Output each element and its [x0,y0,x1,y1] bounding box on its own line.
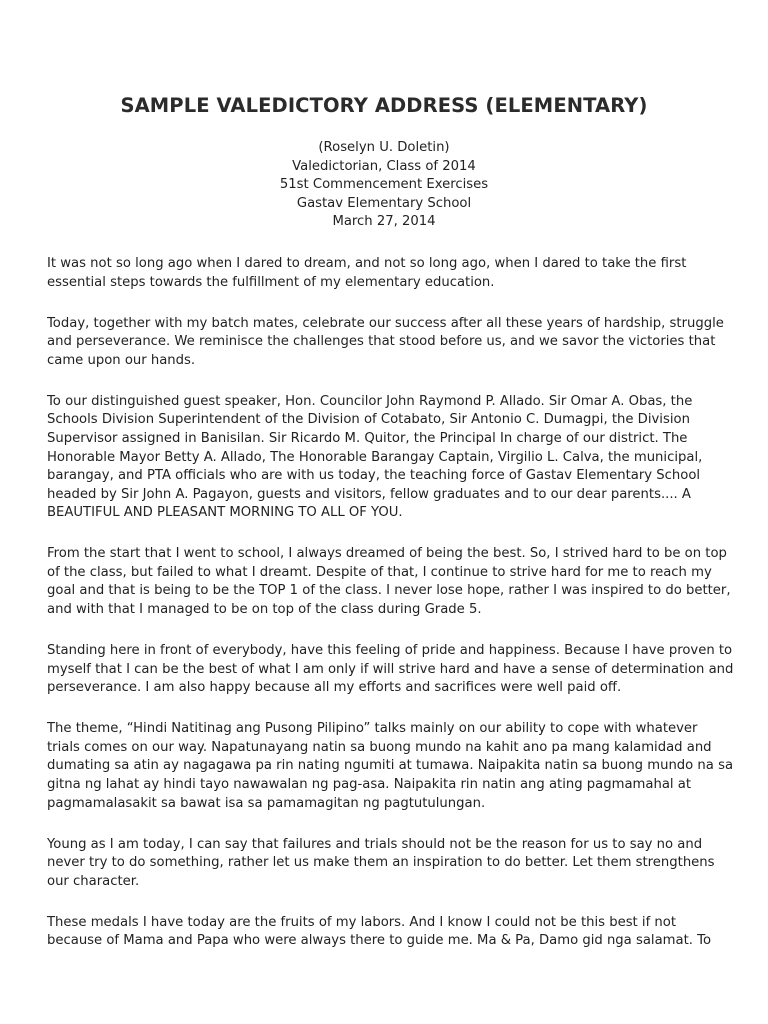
paragraph-line: myself that I can be the best of what I am only if will strive hard and have a sense of determination and [47,661,734,677]
paragraph [47,393,737,523]
paragraph-line: essential steps towards the fulfillment of my elementary education. [47,274,495,290]
paragraph-line: came upon our hands. [47,352,196,368]
paragraph-line: Supervisor assigned in Banisilan. Sir Ricardo M. Quitor, the Principal In charge of our district. The [47,430,688,446]
paragraph-line: never try to do something, rather let us make them an inspiration to do better. Let them strengthens [47,855,715,871]
school-name: Gastav Elementary School [296,195,472,211]
paragraph-line: dumating sa atin ay nagagawa pa rin nating ngumiti at tumawa. Naipakita natin sa buong mundo na sa [47,758,734,774]
paragraph-line: BEAUTIFUL AND PLEASANT MORNING TO ALL OF YOU. [47,505,403,521]
paragraph [47,255,737,292]
paragraph-line: Today, together with my batch mates, celebrate our success after all these years of hardship, struggle [47,315,724,331]
paragraph-line: From the start that I went to school, I always dreamed of being the best. So, I strived hard to be on top [47,546,727,562]
speaker-name: (Roselyn U. Doletin) [318,140,450,155]
paragraph-line: headed by Sir John A. Pagayon, guests and visitors, fellow graduates and to our dear parents.... A [47,486,691,502]
speaker-role: Valedictorian, Class of 2014 [292,158,476,174]
paragraph-line: of the class, but failed to what I dreamt. Despite of that, I continue to strive hard for me to reach my [47,564,712,580]
paragraph-line: Standing here in front of everybody, have this feeling of pride and happiness. Because I have proven to [47,643,733,659]
paragraph [47,545,737,619]
paragraph [47,914,737,951]
paragraph-line: barangay, and PTA officials who are with us today, the teaching force of Gastav Elementary School [47,468,701,484]
paragraph-line: To our distinguished guest speaker, Hon. Councilor John Raymond P. Allado. Sir Omar A. Obas, the [47,393,693,409]
paragraph-line: because of Mama and Papa who were always there to guide me. Ma & Pa, Damo gid nga salamat. To [47,933,712,949]
paragraph-line: our character. [47,873,140,889]
event-name: 51st Commencement Exercises [279,177,489,193]
paragraph-line: Schools Division Superintendent of the Division of Cotabato, Sir Antonio C. Dumagpi, the Division [47,412,690,428]
document-title: SAMPLE VALEDICTORY ADDRESS (ELEMENTARY) [120,94,648,117]
paragraph-line: and perseverance. We reminisce the challenges that stood before us, and we savor the victories that [47,334,716,350]
paragraph-line: goal and that is being to be the TOP 1 of the class. I never lose hope, rather I was inspired to do better, [47,583,731,599]
paragraph-line: gitna ng lahat ay hindi tayo nawawalan ng pag-asa. Naipakita rin natin ang ating pagmamahal at [47,777,692,793]
paragraph-line: trials comes on our way. Napatunayang natin sa buong mundo na kahit ano pa mang kalamidad and [47,739,712,755]
paragraph [47,720,737,813]
speech-body [47,255,737,973]
paragraph-line: The theme, “Hindi Natitinag ang Pusong Pilipino” talks mainly on our ability to cope with whatever [47,721,698,737]
paragraph-line: Young as I am today, I can say that failures and trials should not be the reason for us to say no and [47,836,703,852]
paragraph [47,642,737,698]
speech-header [0,139,768,232]
paragraph-line: It was not so long ago when I dared to dream, and not so long ago, when I dared to take the first [47,256,687,271]
paragraph [47,315,737,371]
paragraph [47,836,737,892]
paragraph-line: and with that I managed to be on top of the class during Grade 5. [47,602,482,618]
paragraph-line: These medals I have today are the fruits of my labors. And I know I could not be this best if not [47,914,677,930]
paragraph-line: Honorable Mayor Betty A. Allado, The Honorable Barangay Captain, Virgilio L. Calva, the municipal, [47,449,703,465]
paragraph-line: pagmamalasakit sa bawat isa sa pamamagitan ng pagtutulungan. [47,795,486,811]
event-date: March 27, 2014 [332,214,436,230]
paragraph-line: perseverance. I am also happy because all my efforts and sacrifices were well paid off. [47,680,622,696]
